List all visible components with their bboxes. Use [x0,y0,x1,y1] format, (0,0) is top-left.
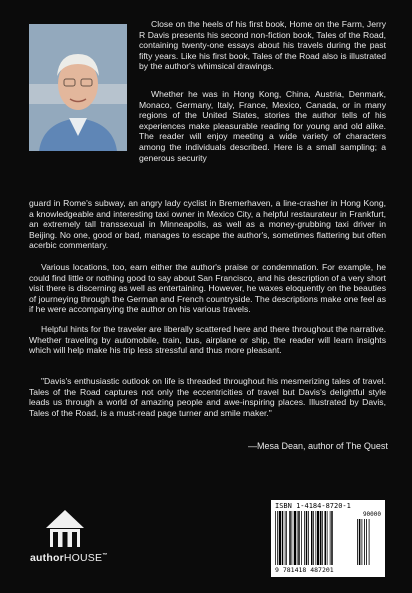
description-paragraph-1 [139,19,386,72]
description-paragraph-2-continued [29,198,386,251]
paragraph-text: Close on the heels of his first book, Home on the Farm, Jerry R Davis presents his second non-fiction book, Tales of the Road, containing twenty-one essays about his travels during the past fifty years. Like his first book, Tales of the Road also is illustrated by the author's whimsical drawings. [139,19,386,72]
publisher-name-light: HOUSE [63,552,103,564]
publisher-name [30,552,107,564]
review-attribution: —Mesa Dean, author of The Quest [248,441,388,451]
paragraph-text: Various locations, too, earn either the author's praise or condemnation. For example, he could find little or nothing good to say about San Francisco, and his description of a very short visit there is discerning as well as entertaining. However, he waxes eloquently on the beauties of journeying through the German and French countryside. The descriptions make one feel as if he were accompanying the author on his various travels. [29,262,386,315]
trademark-symbol: ™ [102,552,108,559]
review-quote [29,376,386,418]
description-paragraph-4 [29,324,386,356]
barcode-bars [275,511,381,565]
isbn-barcode [271,500,385,577]
author-photo [29,24,127,151]
isbn-text: ISBN 1-4184-8720-1 [275,502,351,510]
paragraph-text: "Davis's enthusiastic outlook on life is threaded throughout his mesmerizing tales of travel. Tales of the Road captures not only the eccentricities of travel but Davis's delightful style leads us through a world of amazing people and awe-inspiring places. Illustrated by Davis, Tales of the Road, is a must-read page turner and smile maker." [29,376,386,418]
ean-number: 9 781418 487201 [275,566,334,574]
paragraph-text: guard in Rome's subway, an angry lady cyclist in Bremerhaven, a line-crasher in Hong Kong, a knowledgeable and interesting taxi owner in Mexico City, a helpful restaurateur in Frankfurt, an extremely tall transsexual in Minneapolis, as well as a money-grubbing taxi driver in Beijing. No one, good or bad, manages to escape the author's, sometimes flattering but often acerbic commentary. [29,198,386,251]
paragraph-text: Helpful hints for the traveler are liberally scattered here and there throughout the narrative. Whether traveling by automobile, train, bus, airplane or ship, the reader will learn insights which will help make his trip less stressful and thus more pleasant. [29,324,386,356]
description-paragraph-3 [29,262,386,315]
publisher-logo [30,508,108,568]
authorhouse-house-icon [44,508,86,548]
publisher-name-bold: author [30,552,64,564]
description-paragraph-2 [139,89,386,163]
price-code: 90000 [362,511,381,518]
paragraph-text: Whether he was in Hong Kong, China, Austria, Denmark, Monaco, Germany, Italy, France, Mexico, Canada, or in many regions of the United States, stories the author tells of his experiences make pleasurable reading for young and old alike. The reader will enjoy meeting a wide variety of characters among the individuals described. Here is a small sampling; a generous security [139,89,386,163]
